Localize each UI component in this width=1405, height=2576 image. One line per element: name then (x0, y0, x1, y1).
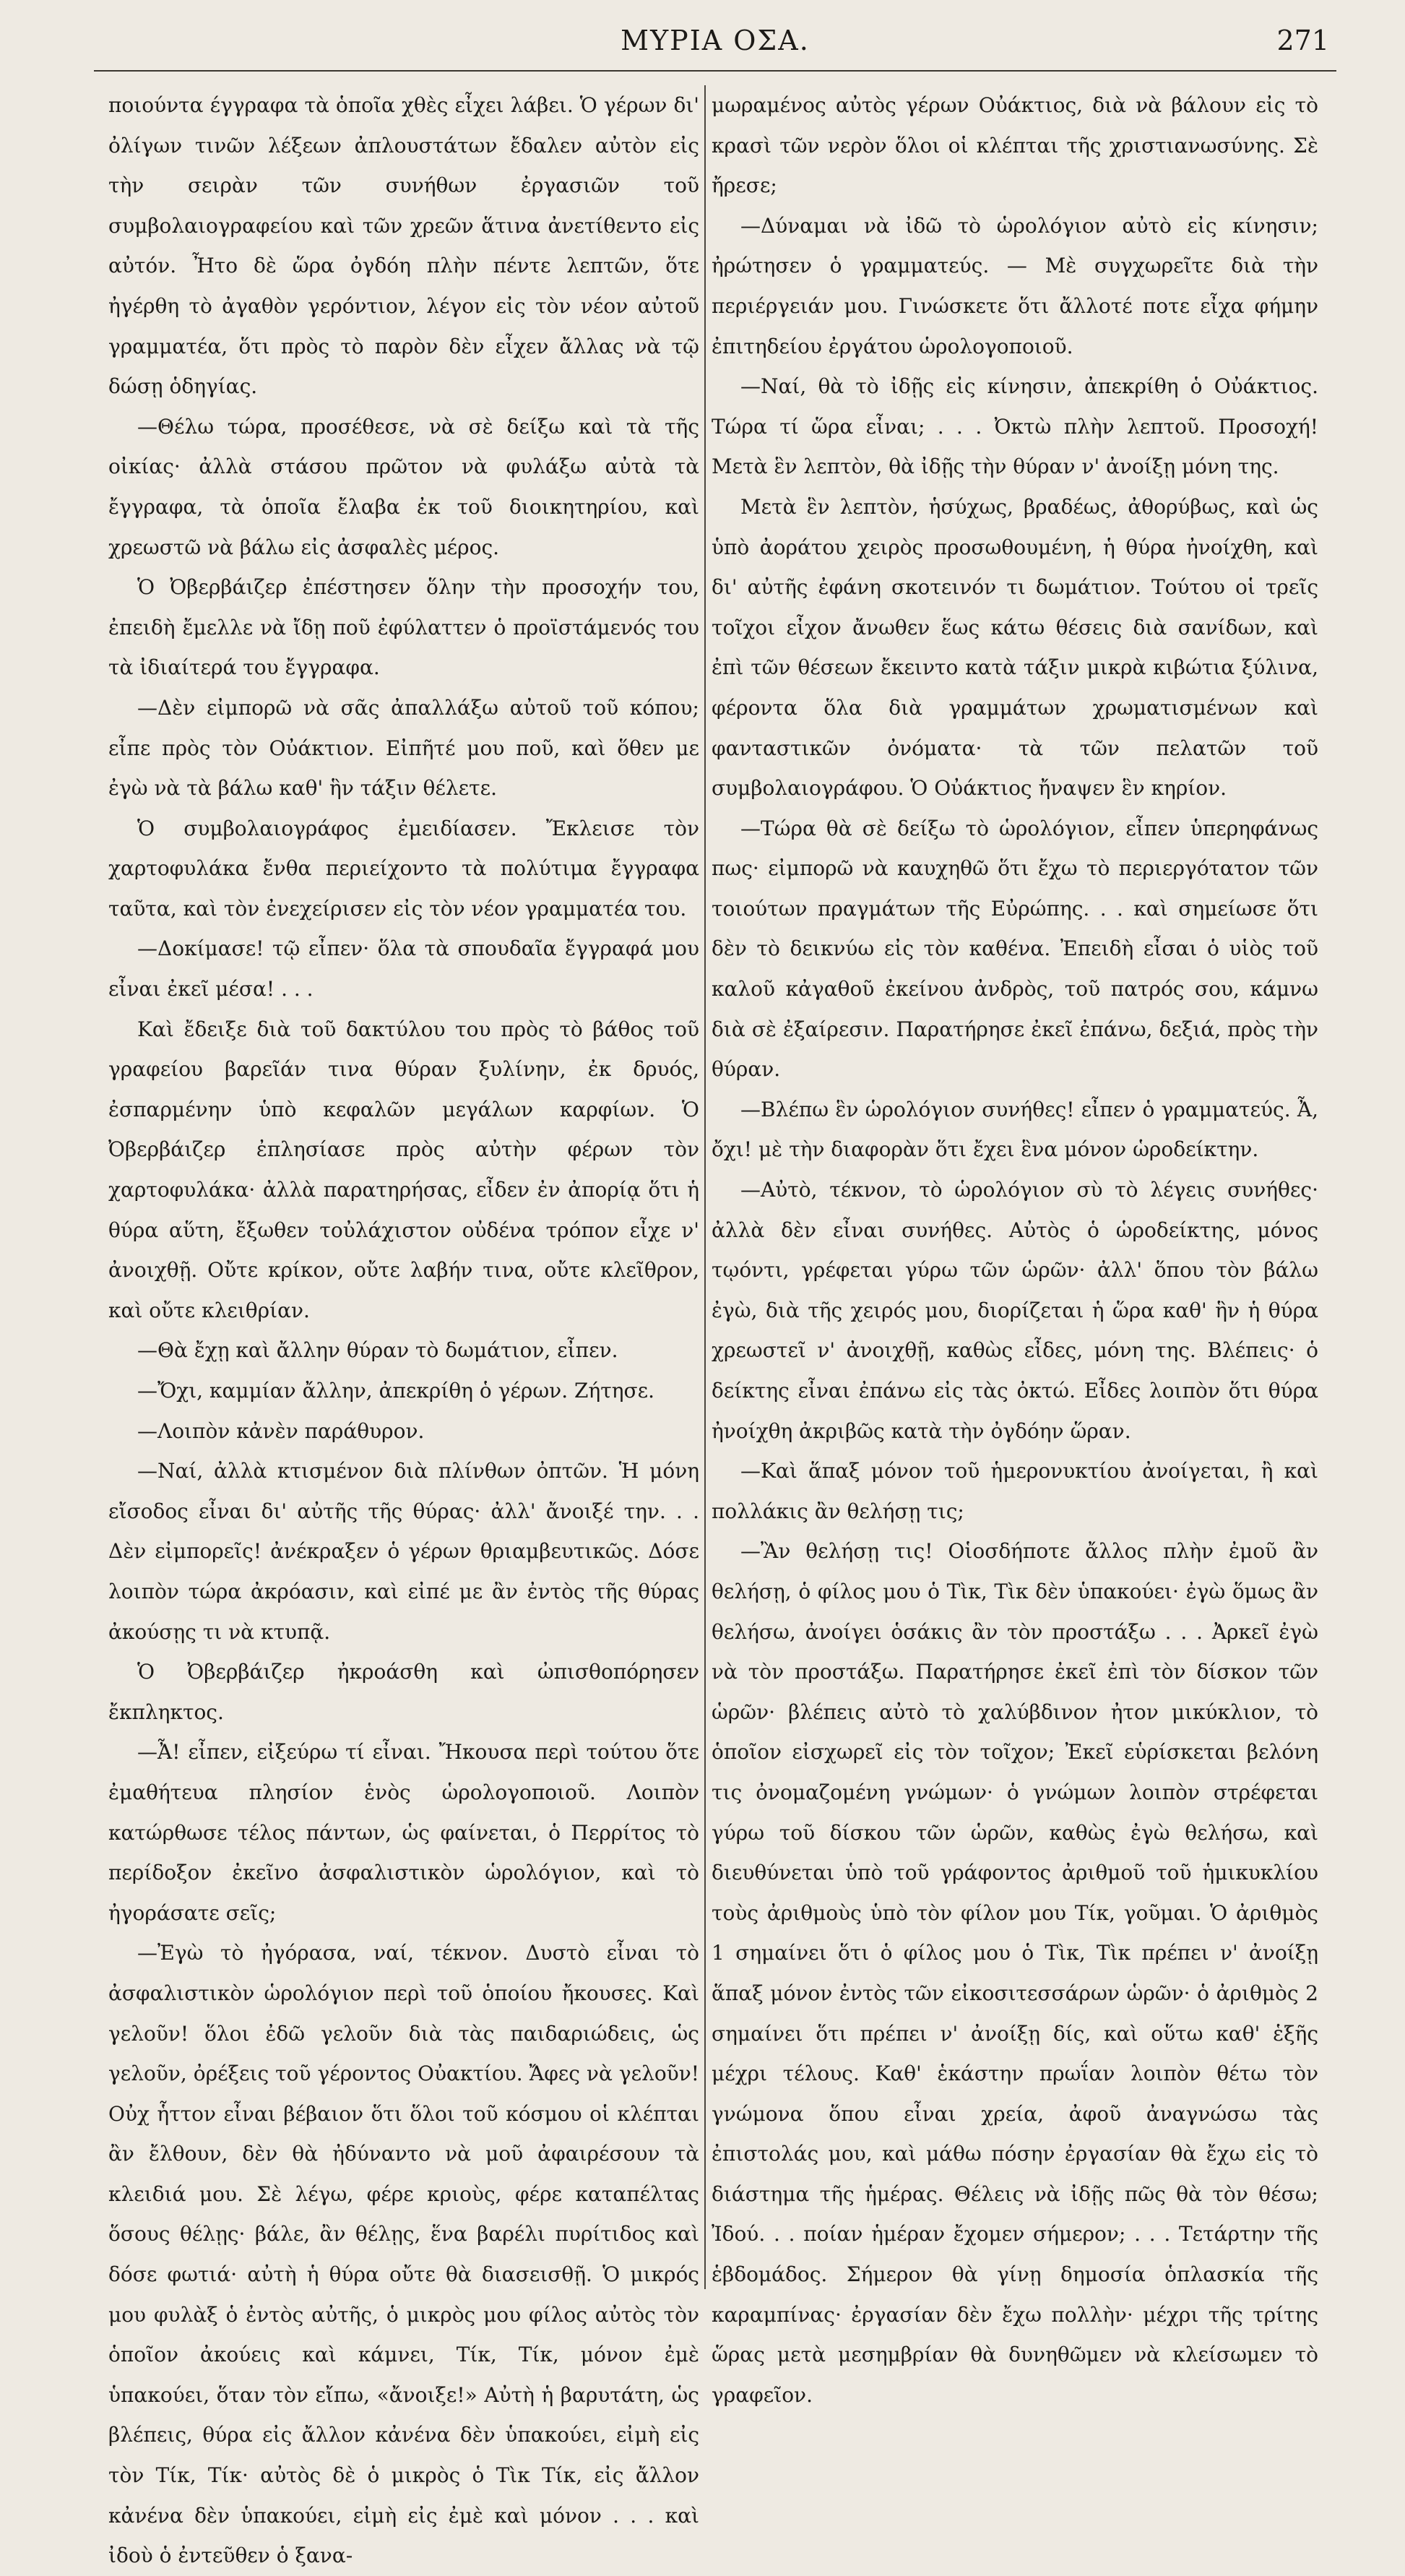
right-column (712, 85, 1318, 2407)
paragraph: —Λοιπὸν κἀνὲν παράθυρον. (137, 1418, 425, 1443)
left-column (108, 85, 699, 2568)
paragraph: Ὁ συμβολαιογράφος ἐμειδίασεν. Ἔκλεισε τὸν χαρτοφυλάκα ἔνθα περιείχοντο τὰ πολύτιμα ἔγγραφα ταῦτα, καὶ τὸν ἐνεχείρισεν εἰς τὸν νέον γραμματέα του. (108, 816, 699, 921)
paragraph: ποιούντα έγγραφα τὰ ὁποῖα χθὲς εἶχει λάβει. Ὁ γέρων δι' ὀλίγων τινῶν λέξεων ἀπλουστάτων ἔδαλεν αὐτὸν εἰς τὴν σειρὰν τῶν συνήθων ἐργασιῶν τοῦ συμβολαιογραφείου καὶ τῶν χρεῶν ἅτινα ἀνετίθεντο εἰς αὐτόν. Ἦτο δὲ ὥρα ὀγδόη πλὴν πέντε λεπτῶν, ὅτε ἠγέρθη τὸ ἀγαθὸν γερόντιον, λέγον εἰς τὸν νέον αὐτοῦ γραμματέα, ὅτι πρὸς τὸ παρὸν δὲν εἶχεν ἄλλας νὰ τῷ δώσῃ ὁδηγίας. (108, 93, 699, 399)
paragraph: —Ὄχι, καμμίαν ἄλλην, ἀπεκρίθη ὁ γέρων. Ζήτησε. (137, 1379, 655, 1403)
paragraph: —Ἂν θελήσῃ τις! Οἱοσδήποτε ἄλλος πλὴν ἐμοῦ ἂν θελήσῃ, ὁ φίλος μου ὁ Τὶκ, Τὶκ δὲν ὑπακούει· ἐγὼ ὅμως ἂν θελήσω, ἀνοίγει ὁσάκις ἂν τὸν προστάξω . . . Ἀρκεῖ ἐγὼ νὰ τὸν προστάξω. Παρατήρησε ἐκεῖ ἐπὶ τὸν δίσκον τῶν ὡρῶν· βλέπεις αὐτὸ τὸ χαλύβδινον ἠτον μικύκλιον, τὸ ὁποῖον εἰσχωρεῖ εἰς τὸν τοῖχον; Ἐκεῖ εὑρίσκεται βελόνη τις ὀνομαζομένη γνώμων· ὁ γνώμων λοιπὸν στρέφεται γύρω τοῦ δίσκου τῶν ὡρῶν, καθὼς ἐγὼ θελήσω, καὶ διευθύνεται ὑπὸ τοῦ γράφοντος ἀριθμοῦ τοῦ ἡμικυκλίου τοὺς ἀριθμοὺς ὑπὸ τὸν φίλον μου Τίκ, γοῦμαι. Ὁ ἀριθμὸς 1 σημαίνει ὅτι ὁ φίλος μου ὁ Τὶκ, Τὶκ πρέπει ν' ἀνοίξῃ ἅπαξ μόνον ἐντὸς τῶν εἰκοσιτεσσάρων ὡρῶν· ὁ ἀριθμὸς 2 σημαίνει ὅτι πρέπει ν' ἀνοίξῃ δίς, καὶ οὕτω καθ' ἑξῆς μέχρι τέλους. Καθ' ἑκάστην πρωΐαν λοιπὸν θέτω τὸν γνώμονα ὅπου εἶναι χρεία, ἀφοῦ ἀναγνώσω τὰς ἐπιστολάς μου, καὶ μάθω πόσην ἐργασίαν θὰ ἔχω εἰς τὸ διάστημα τῆς ἡμέρας. Θέλεις νὰ ἰδῇς πῶς θὰ τὸν θέσω; Ἰδού. . . ποίαν ἡμέραν ἔχομεν σήμερον; . . . Τετάρτην τῆς ἑβδομάδος. Σήμερον θὰ γίνῃ δημοσία ὁπλασκία τῆς καραμπίνας· ἐργασίαν δὲν ἔχω πολλὴν· μέχρι τῆς τρίτης ὥρας μετὰ μεσημβρίαν θὰ δυνηθῶμεν νὰ κλείσωμεν τὸ γραφεῖον. (712, 1539, 1318, 2407)
page-header (94, 16, 1336, 72)
paragraph: —Θέλω τώρα, προσέθεσε, νὰ σὲ δείξω καὶ τὰ τῆς οἰκίας· ἀλλὰ στάσου πρῶτον νὰ φυλάξω αὐτὰ τὰ ἔγγραφα, τὰ ὁποῖα ἔλαβα ἐκ τοῦ διοικητηρίου, καὶ χρεωστῶ νὰ βάλω εἰς ἀσφαλὲς μέρος. (108, 414, 699, 559)
page-number: 271 (1276, 25, 1329, 56)
column-divider (704, 85, 706, 2289)
paragraph: —Δοκίμασε! τῷ εἶπεν· ὅλα τὰ σπουδαῖα ἔγγραφά μου εἶναι ἐκεῖ μέσα! . . . (108, 936, 699, 1001)
paragraph: —Δὲν εἰμπορῶ νὰ σᾶς ἀπαλλάξω αὐτοῦ τοῦ κόπου; εἶπε πρὸς τὸν Οὐάκτιον. Εἰπῆτέ μου ποῦ, καὶ ὅθεν με ἐγὼ νὰ τὰ βάλω καθ' ἣν τάξιν θέλετε. (108, 695, 699, 801)
paragraph: —Τώρα θὰ σὲ δείξω τὸ ὡρολόγιον, εἶπεν ὑπερηφάνως πως· εἰμπορῶ νὰ καυχηθῶ ὅτι ἔχω τὸ περιεργότατον τῶν τοιούτων πραγμάτων τῆς Εὐρώπης. . . καὶ σημείωσε ὅτι δὲν τὸ δεικνύω εἰς τὸν καθένα. Ἐπειδὴ εἶσαι ὁ υἱὸς τοῦ καλοῦ κἀγαθοῦ ἐκείνου ἀνδρὸς, τοῦ πατρός σου, κάμνω διὰ σὲ ἐξαίρεσιν. Παρατήρησε ἐκεῖ ἐπάνω, δεξιά, πρὸς τὴν θύραν. (712, 816, 1318, 1082)
paragraph: —Αὐτὸ, τέκνον, τὸ ὡρολόγιον σὺ τὸ λέγεις συνήθες· ἀλλὰ δὲν εἶναι συνήθες. Αὐτὸς ὁ ὡροδείκτης, μόνος τῳόντι, γρέφεται γύρω τῶν ὡρῶν· ἀλλ' ὅπου τὸν βάλω ἐγὼ, διὰ τῆς χειρός μου, διορίζεται ἡ ὥρα καθ' ἣν ἡ θύρα χρεωστεῖ ν' ἀνοιχθῇ, καθὼς εἶδες, μόνη της. Βλέπεις· ὁ δείκτης εἶναι ἐπάνω εἰς τὰς ὀκτώ. Εἶδες λοιπὸν ὅτι θύρα ἠνοίχθη ἀκριβῶς κατὰ τὴν ὀγδόην ὥραν. (712, 1178, 1318, 1443)
paragraph: —Βλέπω ἓν ὡρολόγιον συνήθες! εἶπεν ὁ γραμματεύς. Ἆ, ὄχι! μὲ τὴν διαφορὰν ὅτι ἔχει ἓνα μόνον ὡροδείκτην. (712, 1097, 1318, 1162)
paragraph: —Καὶ ἅπαξ μόνον τοῦ ἡμερονυκτίου ἀνοίγεται, ἢ καὶ πολλάκις ἂν θελήσῃ τις; (712, 1459, 1318, 1523)
running-title: ΜΥΡΙΑ ΟΣΑ. (621, 25, 810, 56)
paragraph: μωραμένος αὐτὸς γέρων Οὐάκτιος, διὰ νὰ βάλουν εἰς τὸ κρασὶ τῶν νερὸν ὅλοι οἱ κλέπται τῆς χριστιανωσύνης. Σὲ ἤρεσε; (712, 93, 1318, 198)
paragraph: Καὶ ἔδειξε διὰ τοῦ δακτύλου του πρὸς τὸ βάθος τοῦ γραφείου βαρεῖάν τινα θύραν ξυλίνην, ἐκ δρυός, ἐσπαρμένην ὑπὸ κεφαλῶν μεγάλων καρφίων. Ὁ Ὀβερβάιζερ ἐπλησίασε πρὸς αὐτὴν φέρων τὸν χαρτοφυλάκα· ἀλλὰ παρατηρήσας, εἶδεν ἐν ἀπορίᾳ ὅτι ἡ θύρα αὕτη, ἔξωθεν τοὐλάχιστον οὐδένα τρόπον εἶχε ν' ἀνοιχθῇ. Οὔτε κρίκον, οὔτε λαβήν τινα, οὔτε κλεῖθρον, καὶ οὔτε κλειθρίαν. (108, 1017, 699, 1322)
paragraph: —Δύναμαι νὰ ἰδῶ τὸ ὡρολόγιον αὐτὸ εἰς κίνησιν; ἠρώτησεν ὁ γραμματεύς. — Μὲ συγχωρεῖτε διὰ τὴν περιέργειάν μου. Γινώσκετε ὅτι ἄλλοτέ ποτε εἶχα φήμην ἐπιτηδείου ἐργάτου ὡρολογοποιοῦ. (712, 213, 1318, 358)
paragraph: —Ναί, θὰ τὸ ἰδῇς εἰς κίνησιν, ἀπεκρίθη ὁ Οὐάκτιος. Τώρα τί ὥρα εἶναι; . . . Ὀκτὼ πλὴν λεπτοῦ. Προσοχή! Μετὰ ἓν λεπτὸν, θὰ ἰδῇς τὴν θύραν ν' ἀνοίξῃ μόνη της. (712, 374, 1318, 479)
paragraph: Μετὰ ἓν λεπτὸν, ἡσύχως, βραδέως, ἀθορύβως, καὶ ὡς ὑπὸ ἀοράτου χειρὸς προσωθουμένη, ἡ θύρα ἠνοίχθη, καὶ δι' αὐτῆς ἐφάνη σκοτεινόν τι δωμάτιον. Τούτου οἱ τρεῖς τοῖχοι εἶχον ἄνωθεν ἕως κάτω θέσεις διὰ σανίδων, καὶ ἐπὶ τῶν θέσεων ἔκειντο κατὰ τάξιν μικρὰ κιβώτια ξύλινα, φέροντα ὅλα διὰ γραμμάτων χρωματισμένων καὶ φανταστικῶν ὀνόματα· τὰ τῶν πελατῶν τοῦ συμβολαιογράφου. Ὁ Οὐάκτιος ἤναψεν ἓν κηρίον. (712, 494, 1318, 801)
paragraph: Ὁ Ὀβερβάιζερ ἐπέστησεν ὅλην τὴν προσοχήν του, ἐπειδὴ ἔμελλε νὰ ἴδῃ ποῦ ἐφύλαττεν ὁ προϊστάμενός του τὰ ἰδιαίτερά του ἔγγραφα. (108, 575, 699, 680)
paragraph: Ὁ Ὀβερβάιζερ ἠκροάσθη καὶ ὠπισθοπόρησεν ἔκπληκτος. (108, 1660, 699, 1724)
paragraph: —Ἆ! εἶπεν, εἰξεύρω τί εἶναι. Ἤκουσα περὶ τούτου ὅτε ἐμαθήτευα πλησίον ἑνὸς ὡρολογοποιοῦ. Λοιπὸν κατώρθωσε τέλος πάντων, ὡς φαίνεται, ὁ Περρίτος τὸ περίδοξον ἐκεῖνο ἀσφαλιστικὸν ὡρολόγιον, καὶ τὸ ἠγοράσατε σεῖς; (108, 1740, 699, 1925)
paragraph: —Ναί, ἀλλὰ κτισμένον διὰ πλίνθων ὀπτῶν. Ἡ μόνη εἴσοδος εἶναι δι' αὐτῆς τῆς θύρας· ἀλλ' ἄνοιξέ την. . . Δὲν εἰμπορεῖς! ἀνέκραξεν ὁ γέρων θριαμβευτικῶς. Δόσε λοιπὸν τώρα ἀκρόασιν, καὶ εἰπέ με ἂν ἐντὸς τῆς θύρας ἀκούσῃς τι νὰ κτυπᾷ. (108, 1459, 699, 1644)
paragraph: —Θὰ ἔχῃ καὶ ἄλλην θύραν τὸ δωμάτιον, εἶπεν. (137, 1338, 618, 1363)
paragraph: —Ἐγὼ τὸ ἠγόρασα, ναί, τέκνον. Δυστὸ εἶναι τὸ ἀσφαλιστικὸν ὡρολόγιον περὶ τοῦ ὁποίου ἤκουσες. Καὶ γελοῦν! ὅλοι ἐδῶ γελοῦν διὰ τὰς παιδαριώδεις, ὡς γελοῦν, ὀρέξεις τοῦ γέροντος Οὐακτίου. Ἄφες νὰ γελοῦν! Οὐχ ἧττον εἶναι βέβαιον ὅτι ὅλοι τοῦ κόσμου οἱ κλέπται ἂν ἔλθουν, δὲν θὰ ἠδύναντο νὰ μοῦ ἀφαιρέσουν τὰ κλειδιά μου. Σὲ λέγω, φέρε κριοὺς, φέρε καταπέλτας ὅσους θέλῃς· βάλε, ἂν θέλῃς, ἕνα βαρέλι πυρίτιδος καὶ δόσε φωτιά· αὐτὴ ἡ θύρα οὔτε θὰ διασεισθῇ. Ὁ μικρός μου φυλὰξ ὁ ἐντὸς αὐτῆς, ὁ μικρὸς μου φίλος αὐτὸς τὸν ὁποῖον ἀκούεις καὶ κάμνει, Τίκ, Τίκ, μόνον ἐμὲ ὑπακούει, ὅταν τὸν εἴπω, «ἄνοιξε!» Αὐτὴ ἡ βαρυτάτη, ὡς βλέπεις, θύρα εἰς ἄλλον κἀνένα δὲν ὑπακούει, εἰμὴ εἰς τὸν Τίκ, Τίκ· αὐτὸς δὲ ὁ μικρὸς ὁ Τὶκ Τίκ, εἰς ἄλλον κἀνένα δὲν ὑπακούει, εἰμὴ εἰς ἐμὲ καὶ μόνον . . . καὶ ἰδοὺ ὁ ἐντεῦθεν ὁ ξανα- (108, 1941, 699, 2568)
